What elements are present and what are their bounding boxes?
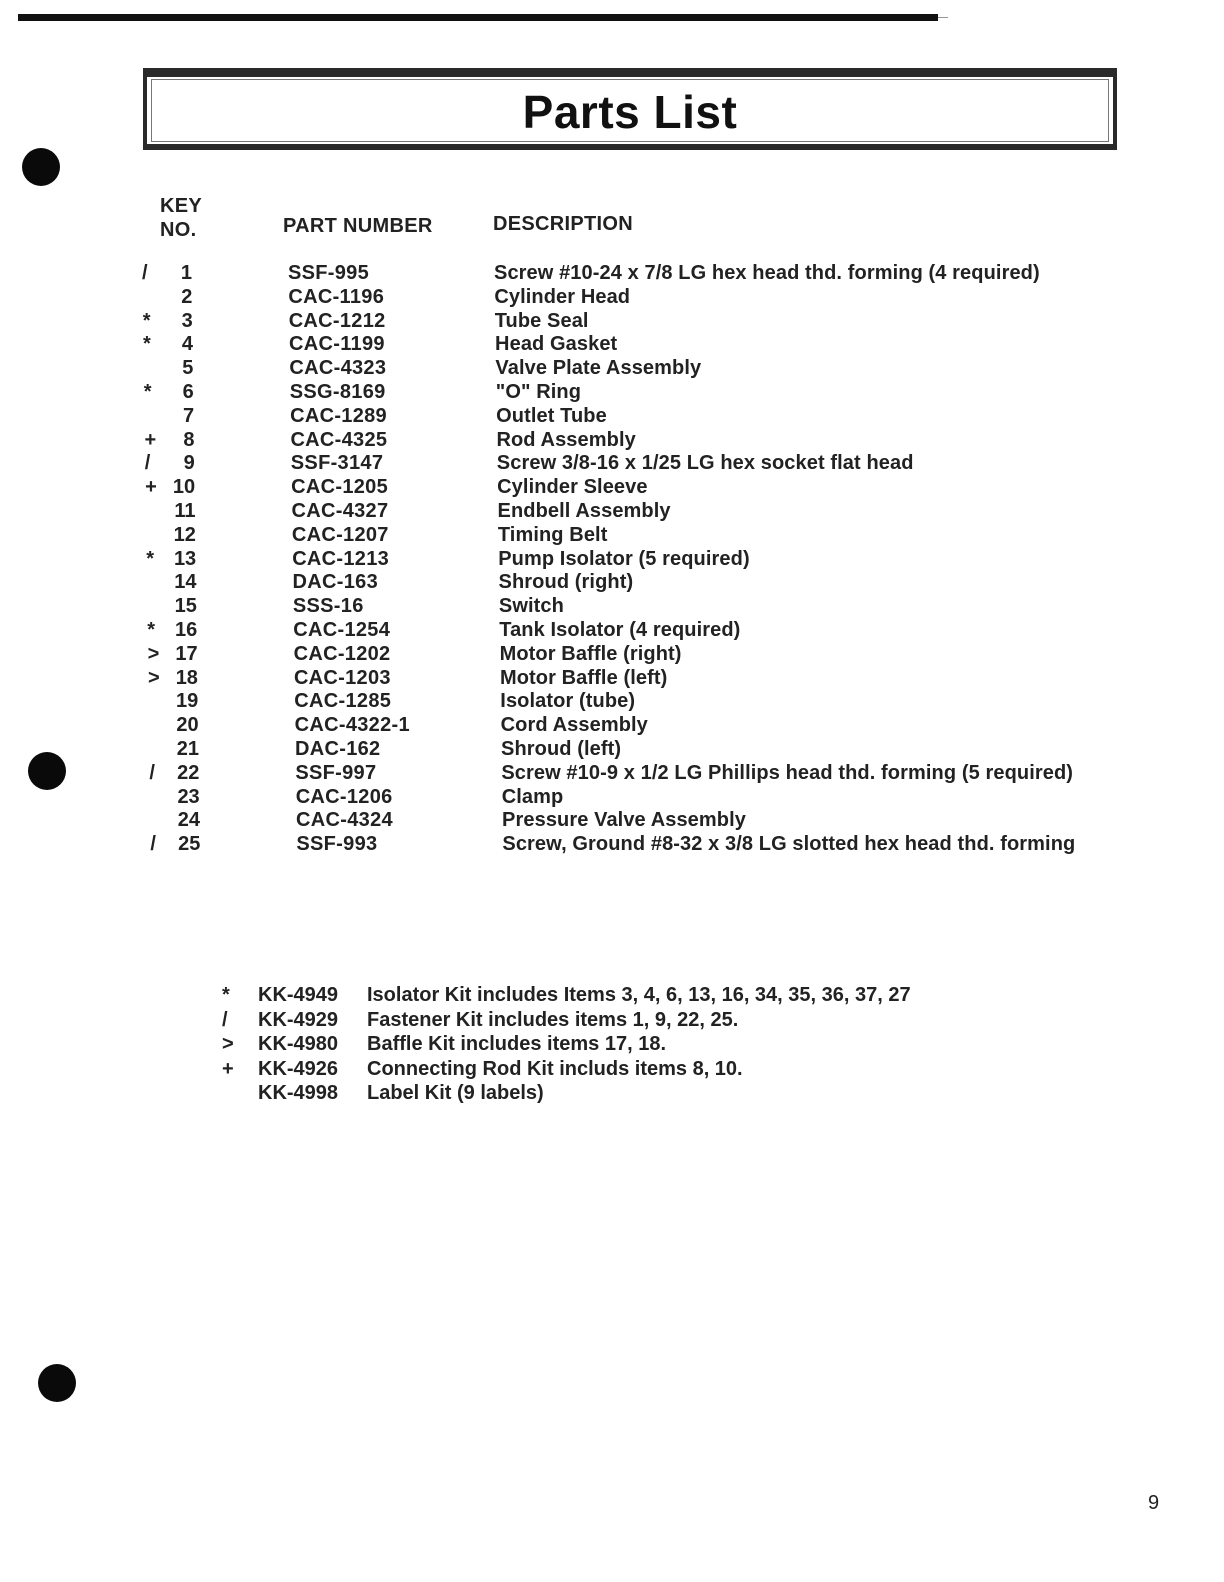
part-number: SSF-3147 bbox=[290, 452, 384, 475]
key-number: 7 bbox=[182, 404, 195, 427]
kit-marker: / bbox=[142, 262, 148, 284]
kit-marker: * bbox=[142, 309, 151, 332]
page-number: 9 bbox=[1148, 1492, 1160, 1514]
kit-row bbox=[222, 1082, 1022, 1107]
kit-part-number: KK-4998 bbox=[258, 1082, 339, 1104]
header-key-no bbox=[160, 194, 202, 242]
kit-marker: / bbox=[150, 833, 156, 856]
part-description: Screw #10-9 x 1/2 LG Phillips head thd. forming (5 required) bbox=[501, 761, 1074, 784]
kit-part-number: KK-4929 bbox=[258, 1008, 339, 1031]
key-number: 19 bbox=[176, 690, 199, 713]
table-row bbox=[138, 286, 1138, 310]
kit-row bbox=[222, 984, 1022, 1009]
punch-hole-top bbox=[22, 148, 60, 186]
key-number: 6 bbox=[182, 380, 194, 403]
kit-marker: * bbox=[146, 547, 154, 570]
table-row bbox=[145, 762, 1145, 786]
kit-marker: * bbox=[143, 333, 151, 356]
part-number: CAC-1196 bbox=[288, 285, 385, 308]
part-number: CAC-4324 bbox=[296, 809, 393, 832]
part-number: SSF-997 bbox=[295, 761, 377, 784]
part-number: CAC-1205 bbox=[291, 476, 389, 499]
kit-marker: / bbox=[149, 761, 155, 784]
key-number: 11 bbox=[174, 499, 196, 522]
table-row bbox=[140, 405, 1140, 429]
part-description: Screw #10-24 x 7/8 LG hex head thd. forming (4 required) bbox=[494, 262, 1040, 284]
table-row bbox=[144, 667, 1144, 691]
part-description: Rod Assembly bbox=[496, 428, 636, 451]
page-title: Parts List bbox=[522, 86, 738, 138]
part-description: Clamp bbox=[501, 785, 564, 808]
key-number: 15 bbox=[174, 595, 197, 618]
part-description: "O" Ring bbox=[495, 380, 582, 403]
table-row bbox=[143, 571, 1143, 595]
part-number: CAC-1203 bbox=[293, 666, 391, 689]
kit-marker: + bbox=[144, 428, 157, 451]
part-description: Tank Isolator (4 required) bbox=[499, 618, 741, 641]
part-number: CAC-1213 bbox=[292, 547, 390, 570]
table-row bbox=[143, 619, 1143, 643]
table-row bbox=[146, 809, 1146, 833]
key-number: 14 bbox=[174, 571, 197, 594]
table-row bbox=[145, 738, 1145, 762]
kit-row bbox=[222, 1009, 1022, 1034]
key-number: 22 bbox=[177, 761, 200, 784]
part-description: Isolator (tube) bbox=[500, 690, 636, 713]
kit-description: Baffle Kit includes items 17, 18. bbox=[367, 1033, 666, 1055]
key-number: 12 bbox=[173, 523, 196, 546]
header-key-line1: KEY bbox=[160, 195, 203, 217]
table-row bbox=[141, 452, 1141, 476]
key-number: 18 bbox=[175, 666, 198, 689]
kit-marker: * bbox=[147, 618, 156, 641]
kit-description: Connecting Rod Kit includs items 8, 10. bbox=[367, 1057, 743, 1080]
key-number: 24 bbox=[177, 809, 201, 832]
header-key-line2: NO. bbox=[160, 219, 197, 241]
table-row bbox=[142, 524, 1142, 548]
key-number: 4 bbox=[181, 333, 194, 356]
table-row bbox=[144, 643, 1144, 667]
header-part-number: PART NUMBER bbox=[283, 215, 433, 237]
part-number: SSF-993 bbox=[296, 833, 378, 856]
table-row bbox=[144, 690, 1144, 714]
part-number: SSG-8169 bbox=[289, 380, 386, 403]
table-row bbox=[140, 429, 1140, 453]
kit-description: Fastener Kit includes items 1, 9, 22, 25. bbox=[367, 1008, 739, 1031]
parts-table bbox=[138, 262, 1138, 857]
table-row bbox=[140, 381, 1140, 405]
part-number: CAC-1206 bbox=[295, 785, 393, 808]
table-row bbox=[146, 786, 1146, 810]
kit-description: Isolator Kit includes Items 3, 4, 6, 13, 16, 34, 35, 36, 37, 27 bbox=[367, 984, 911, 1006]
key-number: 23 bbox=[177, 785, 200, 808]
key-number: 9 bbox=[183, 452, 195, 475]
part-description: Cord Assembly bbox=[500, 714, 648, 737]
key-number: 2 bbox=[181, 285, 193, 308]
kit-symbol: + bbox=[222, 1057, 234, 1080]
key-number: 10 bbox=[172, 476, 196, 499]
part-description: Screw 3/8-16 x 1/25 LG hex socket flat head bbox=[496, 452, 914, 475]
part-description: Motor Baffle (left) bbox=[499, 666, 668, 689]
part-description: Shroud (left) bbox=[501, 737, 622, 760]
kit-symbol: > bbox=[222, 1033, 234, 1055]
part-number: CAC-4325 bbox=[290, 428, 388, 451]
part-description: Cylinder Head bbox=[494, 285, 631, 308]
key-number: 3 bbox=[181, 309, 193, 332]
part-number: CAC-1254 bbox=[293, 618, 391, 641]
key-number: 20 bbox=[176, 714, 199, 737]
part-number: SSF-995 bbox=[288, 262, 370, 284]
part-number: CAC-4323 bbox=[289, 357, 387, 380]
table-row bbox=[143, 595, 1143, 619]
kit-marker: + bbox=[145, 476, 157, 499]
part-number: CAC-4327 bbox=[291, 499, 389, 522]
key-number: 1 bbox=[180, 262, 192, 284]
kit-marker: * bbox=[143, 380, 152, 403]
part-description: Pressure Valve Assembly bbox=[502, 809, 746, 832]
kit-part-number: KK-4949 bbox=[258, 984, 339, 1006]
punch-hole-middle bbox=[28, 752, 66, 790]
top-rule bbox=[18, 14, 938, 21]
key-number: 16 bbox=[175, 618, 198, 641]
part-description: Tube Seal bbox=[494, 309, 589, 332]
table-row bbox=[142, 500, 1142, 524]
part-description: Valve Plate Assembly bbox=[495, 357, 702, 380]
punch-hole-bottom bbox=[38, 1364, 76, 1402]
title-box bbox=[143, 68, 1117, 150]
table-row bbox=[139, 333, 1139, 357]
part-number: SSS-16 bbox=[292, 595, 364, 618]
part-number: CAC-1285 bbox=[294, 690, 392, 713]
table-row bbox=[139, 310, 1139, 334]
part-number: DAC-163 bbox=[292, 571, 379, 594]
key-number: 8 bbox=[183, 428, 195, 451]
kit-description: Label Kit (9 labels) bbox=[367, 1082, 544, 1104]
part-number: DAC-162 bbox=[295, 737, 381, 760]
part-number: CAC-1212 bbox=[288, 309, 386, 332]
key-number: 13 bbox=[173, 547, 197, 570]
table-row bbox=[146, 833, 1146, 857]
kit-part-number: KK-4980 bbox=[258, 1033, 339, 1055]
part-description: Screw, Ground #8-32 x 3/8 LG slotted hex head thd. forming bbox=[502, 833, 1076, 856]
part-description: Outlet Tube bbox=[496, 404, 607, 427]
part-description: Endbell Assembly bbox=[497, 499, 671, 522]
part-number: CAC-1289 bbox=[290, 404, 387, 427]
header-description: DESCRIPTION bbox=[493, 213, 633, 235]
kit-part-number: KK-4926 bbox=[258, 1057, 339, 1080]
part-description: Cylinder Sleeve bbox=[497, 476, 648, 499]
part-description: Head Gasket bbox=[495, 333, 618, 356]
part-number: CAC-4322-1 bbox=[294, 714, 410, 737]
kit-row bbox=[222, 1058, 1022, 1083]
table-row bbox=[142, 548, 1142, 572]
kit-symbol: * bbox=[222, 984, 230, 1006]
key-number: 5 bbox=[182, 357, 194, 380]
table-row bbox=[145, 714, 1145, 738]
part-description: Shroud (right) bbox=[498, 571, 634, 594]
table-row bbox=[139, 357, 1139, 381]
table-row bbox=[141, 476, 1141, 500]
kits-list bbox=[222, 984, 1022, 1107]
key-number: 25 bbox=[178, 833, 201, 856]
part-number: CAC-1207 bbox=[291, 523, 389, 546]
kit-row bbox=[222, 1033, 1022, 1058]
top-rule-fade bbox=[938, 17, 948, 18]
kit-marker: > bbox=[147, 642, 160, 665]
key-number: 21 bbox=[176, 737, 199, 760]
part-number: CAC-1199 bbox=[289, 333, 385, 356]
kit-marker: / bbox=[144, 452, 151, 475]
kit-marker: > bbox=[147, 666, 160, 689]
part-description: Switch bbox=[498, 595, 564, 618]
table-row bbox=[138, 262, 1138, 286]
part-number: CAC-1202 bbox=[293, 642, 391, 665]
part-description: Pump Isolator (5 required) bbox=[498, 547, 750, 570]
part-description: Timing Belt bbox=[497, 523, 608, 546]
key-number: 17 bbox=[175, 642, 198, 665]
part-description: Motor Baffle (right) bbox=[499, 642, 682, 665]
kit-symbol: / bbox=[222, 1008, 228, 1031]
